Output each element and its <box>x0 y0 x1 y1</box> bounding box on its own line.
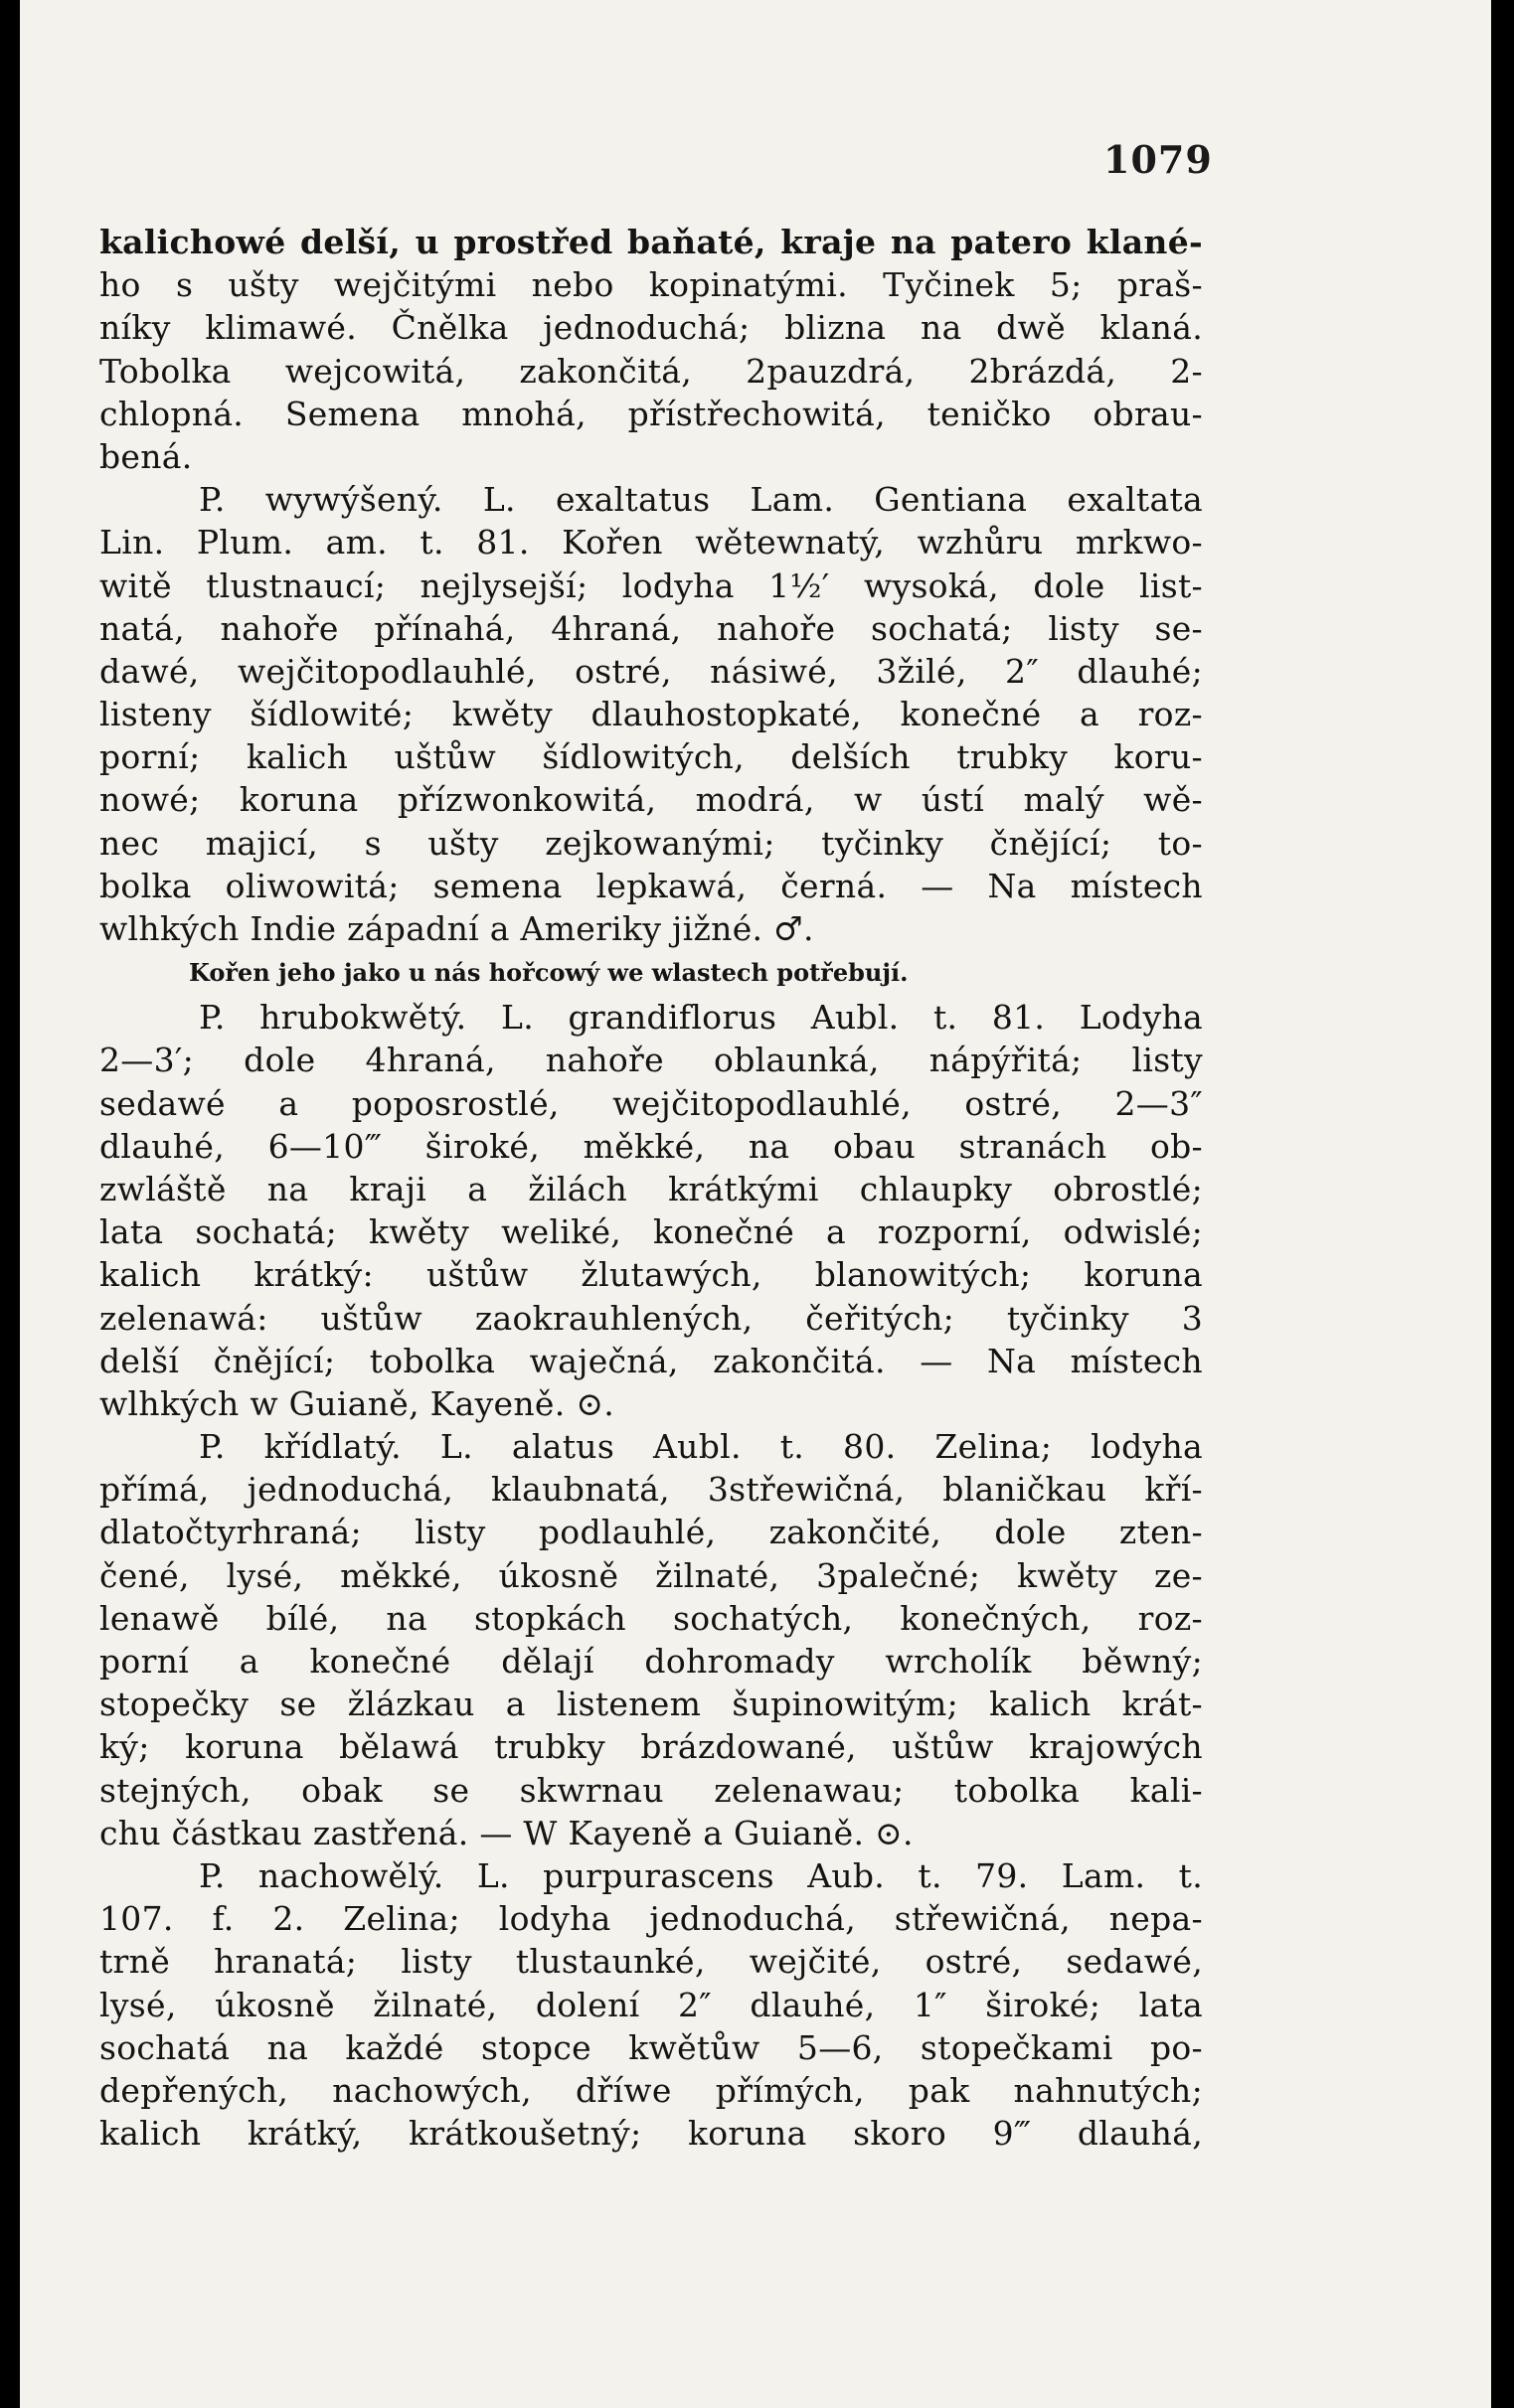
text-line: bolka oliwowitá; semena lepkawá, černá. — Na místech <box>99 866 1203 905</box>
text-line: kalich krátký: uštůw žlutawých, blanowitých; koruna <box>99 1255 1203 1295</box>
text-line: dlauhé, 6—10‴ široké, měkké, na obau stranách ob- <box>99 1126 1203 1166</box>
text-line: witě tlustnaucí; nejlysejší; lodyha 1½′ wysoká, dole list- <box>99 565 1203 605</box>
text-line: zwláště na kraji a žilách krátkými chlaupky obrostlé; <box>99 1169 1203 1208</box>
text-line: sochatá na každé stopce kwětůw 5—6, stopečkami po- <box>99 2027 1203 2067</box>
text-line: ký; koruna bělawá trubky brázdowané, uštůw krajowých <box>99 1727 1203 1767</box>
text-line: P. nachowělý. L. purpurascens Aub. t. 79. Lam. t. <box>199 1855 1203 1895</box>
page-number: 1079 <box>1103 137 1213 182</box>
text-line: listeny šídlowité; kwěty dlauhostopkaté, konečné a roz- <box>99 695 1203 734</box>
text-line: P. křídlatý. L. alatus Aubl. t. 80. Zelina; lodyha <box>199 1427 1203 1467</box>
text-line: porní a konečné dělají dohromady wrcholík běwný; <box>99 1642 1203 1681</box>
text-line: sedawé a poposrostlé, wejčitopodlauhlé, ostré, 2—3″ <box>99 1083 1203 1123</box>
text-line: stejných, obak se skwrnau zelenawau; tobolka kali- <box>99 1770 1203 1810</box>
text-line: ho s ušty wejčitými nebo kopinatými. Tyčinek 5; praš- <box>99 265 1203 305</box>
text-line: porní; kalich uštůw šídlowitých, delších trubky koru- <box>99 737 1203 777</box>
text-line: 2—3′; dole 4hraná, nahoře oblaunká, nápýřitá; listy <box>99 1041 1203 1080</box>
text-line: kalich krátký, krátkoušetný; koruna skoro 9‴ dlauhá, <box>99 2114 1203 2154</box>
text-line: bená. <box>99 436 193 476</box>
text-body <box>99 221 1203 2155</box>
text-line: lata sochatá; kwěty weliké, konečné a rozporní, odwislé; <box>99 1212 1203 1252</box>
text-line: stopečky se žlázkau a listenem šupinowitým; kalich krát- <box>99 1685 1203 1724</box>
text-line: Lin. Plum. am. t. 81. Kořen wětewnatý, wzhůru mrkwo- <box>99 523 1203 562</box>
text-line: kalichowé delší, u prostřed baňaté, kraje na patero klané- <box>99 223 1203 261</box>
text-line: lysé, úkosně žilnaté, dolení 2″ dlauhé, 1″ široké; lata <box>99 1985 1203 2024</box>
text-line: delší čnějící; tobolka waječná, zakončitá. — Na místech <box>99 1341 1203 1380</box>
text-line: přímá, jednoduchá, klaubnatá, 3střewičná, blaničkau kří- <box>99 1470 1203 1510</box>
text-line: zelenawá: uštůw zaokrauhlených, čeřitých; tyčinky 3 <box>99 1298 1203 1338</box>
text-line: čené, lysé, měkké, úkosně žilnaté, 3palečné; kwěty ze- <box>99 1555 1203 1595</box>
text-line: níky klimawé. Čnělka jednoduchá; blizna na dwě klaná. <box>99 308 1203 348</box>
text-line: Tobolka wejcowitá, zakončitá, 2pauzdrá, 2brázdá, 2- <box>99 351 1203 391</box>
text-line: nowé; koruna přízwonkowitá, modrá, w ústí malý wě- <box>99 780 1203 820</box>
text-line: 107. f. 2. Zelina; lodyha jednoduchá, střewičná, nepa- <box>99 1899 1203 1939</box>
text-line: chlopná. Semena mnohá, přístřechowitá, teničko obrau- <box>99 394 1203 433</box>
text-line: dawé, wejčitopodlauhlé, ostré, násiwé, 3žilé, 2″ dlauhé; <box>99 651 1203 691</box>
text-line: depřených, nachowých, dříwe přímých, pak nahnutých; <box>99 2070 1203 2110</box>
text-line: wlhkých Indie západní a Ameriky jižné. ♂. <box>99 909 814 948</box>
text-line: natá, nahoře přínahá, 4hraná, nahoře sochatá; listy se- <box>99 608 1203 648</box>
text-line: trně hranatá; listy tlustaunké, wejčité, ostré, sedawé, <box>99 1942 1203 1982</box>
text-line: P. hrubokwětý. L. grandiflorus Aubl. t. 81. Lodyha <box>199 998 1203 1038</box>
text-line: P. wywýšený. L. exaltatus Lam. Gentiana exaltata <box>199 480 1203 520</box>
text-line: chu částkau zastřená. — W Kayeně a Guianě. ⊙. <box>99 1813 914 1852</box>
text-line: wlhkých w Guianě, Kayeně. ⊙. <box>99 1383 615 1423</box>
book-page <box>20 0 1491 2408</box>
text-line: nec majicí, s ušty zejkowanými; tyčinky čnějící; to- <box>99 823 1203 863</box>
text-line: lenawě bílé, na stopkách sochatých, konečných, roz- <box>99 1598 1203 1638</box>
text-line: dlatočtyrhraná; listy podlauhlé, zakončité, dole zten- <box>99 1513 1203 1552</box>
text-line: Kořen jeho jako u nás hořcowý we wlastech potřebují. <box>189 958 909 988</box>
